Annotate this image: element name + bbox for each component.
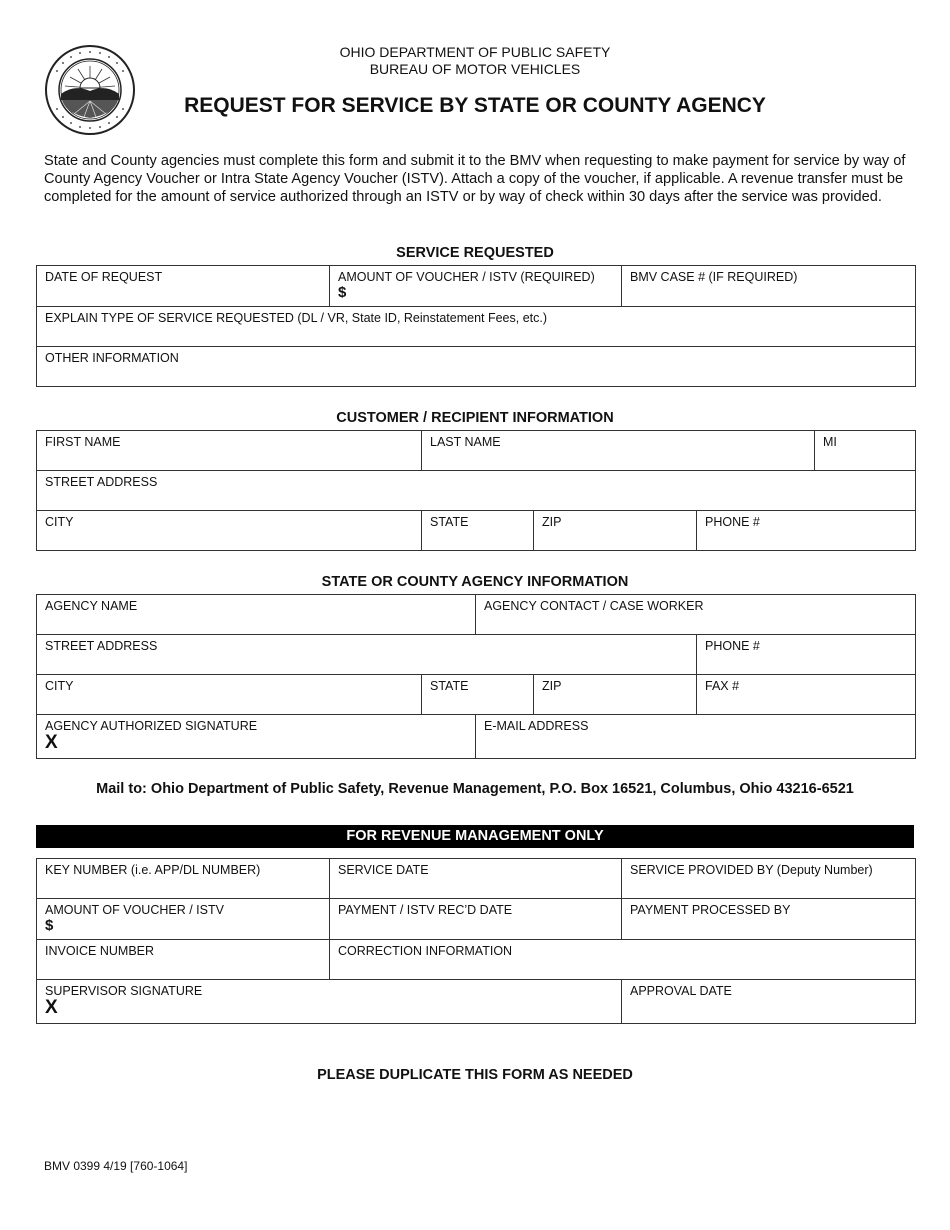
agency-phone-label: PHONE # xyxy=(705,639,760,653)
agency-name-field[interactable] xyxy=(37,595,476,635)
correction-information-field[interactable] xyxy=(330,940,916,980)
service-date-label: SERVICE DATE xyxy=(338,863,429,877)
middle-initial-label: MI xyxy=(823,435,837,449)
supervisor-signature-field[interactable] xyxy=(37,980,622,1024)
form-title: REQUEST FOR SERVICE BY STATE OR COUNTY AGENCY xyxy=(184,94,766,117)
service-requested-heading: SERVICE REQUESTED xyxy=(396,245,554,261)
customer-state-label: STATE xyxy=(430,515,469,529)
supervisor-signature-label: SUPERVISOR SIGNATURE xyxy=(45,984,203,998)
mail-to-address: Mail to: Ohio Department of Public Safety, Revenue Management, P.O. Box 16521, Columbus, Ohio 43216-6521 xyxy=(96,781,854,797)
agency-city-label: CITY xyxy=(45,679,74,693)
key-number-field[interactable] xyxy=(37,859,330,899)
correction-information-label: CORRECTION INFORMATION xyxy=(338,944,513,958)
agency-info-table xyxy=(36,594,916,759)
form-number: BMV 0399 4/19 [760-1064] xyxy=(44,1159,188,1173)
duplicate-notice: PLEASE DUPLICATE THIS FORM AS NEEDED xyxy=(317,1067,633,1083)
middle-initial-field[interactable] xyxy=(815,431,916,471)
service-type-label: EXPLAIN TYPE OF SERVICE REQUESTED (DL / VR, State ID, Reinstatement Fees, etc.) xyxy=(45,311,548,325)
service-requested-table xyxy=(36,265,916,387)
customer-state-field[interactable] xyxy=(422,511,534,551)
invoice-number-label: INVOICE NUMBER xyxy=(45,944,155,958)
agency-email-field[interactable] xyxy=(476,715,916,759)
dollar-sign: $ xyxy=(338,284,347,301)
customer-zip-field[interactable] xyxy=(534,511,697,551)
revenue-dollar-sign: $ xyxy=(45,917,54,934)
key-number-label: KEY NUMBER (i.e. APP/DL NUMBER) xyxy=(45,863,261,877)
payment-processed-by-field[interactable] xyxy=(622,899,916,940)
agency-fax-label: FAX # xyxy=(705,679,740,693)
agency-fax-field[interactable] xyxy=(697,675,916,715)
bureau-name: BUREAU OF MOTOR VEHICLES xyxy=(369,61,581,77)
agency-phone-field[interactable] xyxy=(697,635,916,675)
agency-signature-label: AGENCY AUTHORIZED SIGNATURE xyxy=(45,719,258,733)
payment-received-date-label: PAYMENT / ISTV REC’D DATE xyxy=(338,903,513,917)
agency-contact-label: AGENCY CONTACT / CASE WORKER xyxy=(484,599,704,613)
invoice-number-field[interactable] xyxy=(37,940,330,980)
department-name: OHIO DEPARTMENT OF PUBLIC SAFETY xyxy=(339,44,611,60)
first-name-label: FIRST NAME xyxy=(45,435,121,449)
agency-contact-field[interactable] xyxy=(476,595,916,635)
service-provided-by-field[interactable] xyxy=(622,859,916,899)
agency-signature-field[interactable] xyxy=(37,715,476,759)
last-name-field[interactable] xyxy=(422,431,815,471)
customer-info-heading: CUSTOMER / RECIPIENT INFORMATION xyxy=(336,410,614,426)
agency-city-field[interactable] xyxy=(37,675,422,715)
customer-info-table xyxy=(36,430,916,551)
customer-zip-label: ZIP xyxy=(542,515,562,529)
date-of-request-label: DATE OF REQUEST xyxy=(45,270,163,284)
customer-phone-label: PHONE # xyxy=(705,515,760,529)
agency-state-field[interactable] xyxy=(422,675,534,715)
intro-text: State and County agencies must complete this form and submit it to the BMV when requesting to make payment for service by way of County Agency Voucher or Intra State Agency Voucher (ISTV). Attach a copy of the voucher, if applicable. A revenue transfer must be completed for the amount of service authorized through an ISTV or by way of check within 30 days after the service was provided. xyxy=(44,153,906,205)
payment-processed-by-label: PAYMENT PROCESSED BY xyxy=(630,903,791,917)
agency-street-label: STREET ADDRESS xyxy=(45,639,158,653)
last-name-label: LAST NAME xyxy=(430,435,501,449)
signature-x-mark: X xyxy=(45,732,58,753)
revenue-amount-label: AMOUNT OF VOUCHER / ISTV xyxy=(45,903,224,917)
amount-of-voucher-label: AMOUNT OF VOUCHER / ISTV (REQUIRED) xyxy=(338,270,595,284)
agency-info-heading: STATE OR COUNTY AGENCY INFORMATION xyxy=(321,574,629,590)
supervisor-x-mark: X xyxy=(45,997,58,1018)
service-provided-by-label: SERVICE PROVIDED BY (Deputy Number) xyxy=(630,863,873,877)
service-type-field[interactable] xyxy=(37,307,916,347)
bmv-case-label: BMV CASE # (IF REQUIRED) xyxy=(630,270,798,284)
agency-street-field[interactable] xyxy=(37,635,697,675)
other-information-label: OTHER INFORMATION xyxy=(45,351,179,365)
agency-name-label: AGENCY NAME xyxy=(45,599,138,613)
agency-email-label: E-MAIL ADDRESS xyxy=(484,719,589,733)
customer-city-label: CITY xyxy=(45,515,74,529)
agency-state-label: STATE xyxy=(430,679,469,693)
first-name-field[interactable] xyxy=(37,431,422,471)
agency-zip-label: ZIP xyxy=(542,679,562,693)
approval-date-field[interactable] xyxy=(622,980,916,1024)
revenue-management-table xyxy=(36,858,916,1024)
customer-phone-field[interactable] xyxy=(697,511,916,551)
payment-received-date-field[interactable] xyxy=(330,899,622,940)
other-information-field[interactable] xyxy=(37,347,916,387)
bmv-case-field[interactable] xyxy=(622,266,916,307)
service-date-field[interactable] xyxy=(330,859,622,899)
customer-street-field[interactable] xyxy=(37,471,916,511)
revenue-amount-field[interactable] xyxy=(37,899,330,940)
agency-zip-field[interactable] xyxy=(534,675,697,715)
customer-street-label: STREET ADDRESS xyxy=(45,475,158,489)
amount-of-voucher-field[interactable] xyxy=(330,266,622,307)
customer-city-field[interactable] xyxy=(37,511,422,551)
revenue-management-heading: FOR REVENUE MANAGEMENT ONLY xyxy=(36,825,914,848)
approval-date-label: APPROVAL DATE xyxy=(630,984,732,998)
date-of-request-field[interactable] xyxy=(37,266,330,307)
